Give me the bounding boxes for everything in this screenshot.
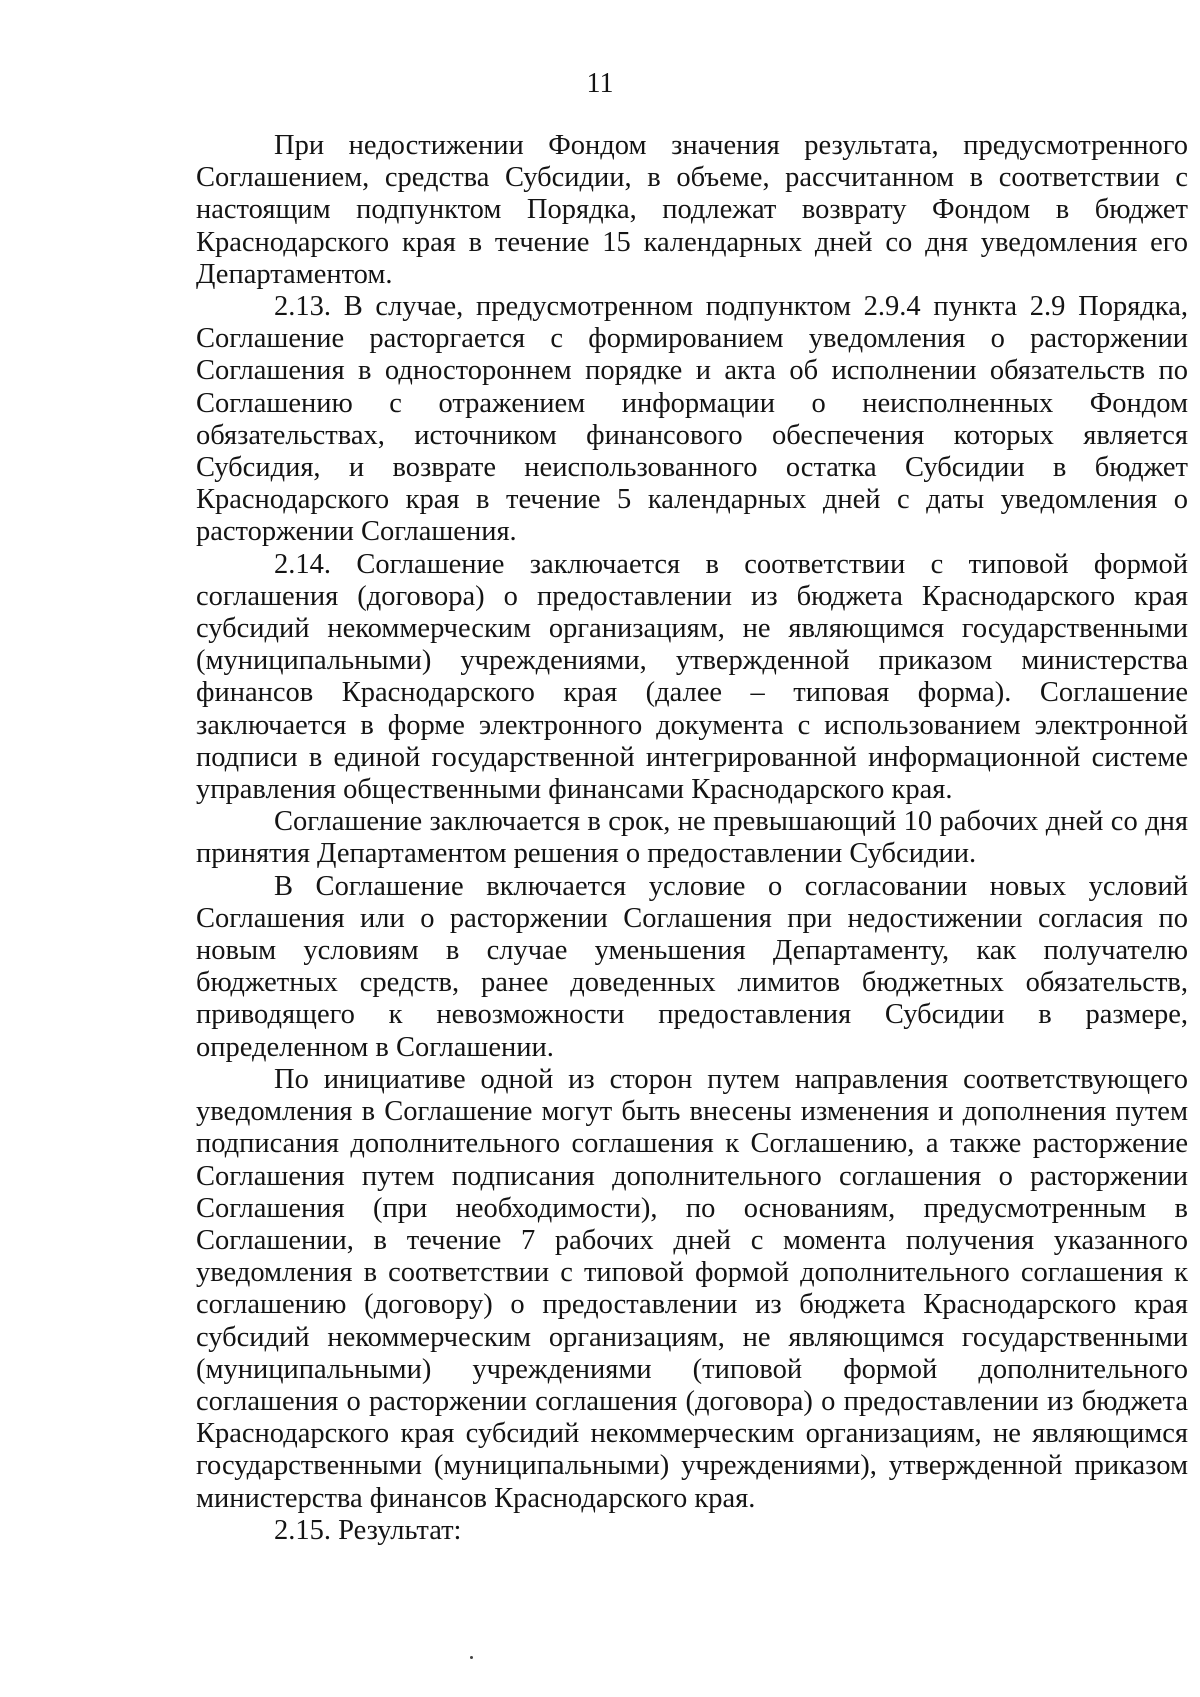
paragraph-2-13: 2.13. В случае, предусмотренном подпунктом 2.9.4 пункта 2.9 Порядка, Соглашение расторгается с формированием уведомления о расторжении Соглашения в одностороннем порядке и акта об исполнении обязательств по Соглашению с отражением информации о неисполненных Фондом обязательствах, источником финансового обеспечения которых является Субсидия, и возврате неиспользованного остатка Субсидии в бюджет Краснодарского края в течение 5 календарных дней с даты уведомления о расторжении Соглашения. [196, 291, 1188, 548]
paragraph-new-conditions: В Соглашение включается условие о согласовании новых условий Соглашения или о расторжении Соглашения при недостижении согласия по новым условиям в случае уменьшения Департаменту, как получателю бюджетных средств, ранее доведенных лимитов бюджетных обязательств, приводящего к невозможности предоставления Субсидии в размере, определенном в Соглашении. [196, 870, 1188, 1063]
paragraph-2-14: 2.14. Соглашение заключается в соответствии с типовой формой соглашения (договора) о предоставлении из бюджета Краснодарского края субсидий некоммерческим организациям, не являющимся государственными (муниципальными) учреждениями, утвержденной приказом министерства финансов Краснодарского края (далее – типовая форма). Соглашение заключается в форме электронного документа с использованием электронной подписи в единой государственной интегрированной информационной системе управления общественными финансами Краснодарского края. [196, 548, 1188, 806]
paragraph-agreement-term: Соглашение заключается в срок, не превышающий 10 рабочих дней со дня принятия Департаментом решения о предоставлении Субсидии. [196, 806, 1188, 870]
paragraph-amendments: По инициативе одной из сторон путем направления соответствующего уведомления в Соглашение могут быть внесены изменения и дополнения путем подписания дополнительного соглашения к Соглашению, а также расторжение Соглашения путем подписания дополнительного соглашения о расторжении Соглашения (при необходимости), по основаниям, предусмотренным в Соглашении, в течение 7 рабочих дней с момента получения указанного уведомления в соответствии с типовой формой дополнительного соглашения к соглашению (договору) о предоставлении из бюджета Краснодарского края субсидий некоммерческим организациям, не являющимся государственными (муниципальными) учреждениями (типовой формой дополнительного соглашения о расторжении соглашения (договора) о предоставлении из бюджета Краснодарского края субсидий некоммерческим организациям, не являющимся государственными (муниципальными) учреждениями), утвержденной приказом министерства финансов Краснодарского края. [196, 1063, 1188, 1514]
document-body [196, 130, 1188, 1547]
paragraph-2-15: 2.15. Результат: [274, 1514, 462, 1546]
scan-speck [470, 1656, 473, 1659]
page-number: 11 [586, 68, 614, 99]
paragraph-refund-on-failure: При недостижении Фондом значения результата, предусмотренного Соглашением, средства Субсидии, в объеме, рассчитанном в соответствии с настоящим подпунктом Порядка, подлежат возврату Фондом в бюджет Краснодарского края в течение 15 календарных дней со дня уведомления его Департаментом. [196, 130, 1188, 290]
